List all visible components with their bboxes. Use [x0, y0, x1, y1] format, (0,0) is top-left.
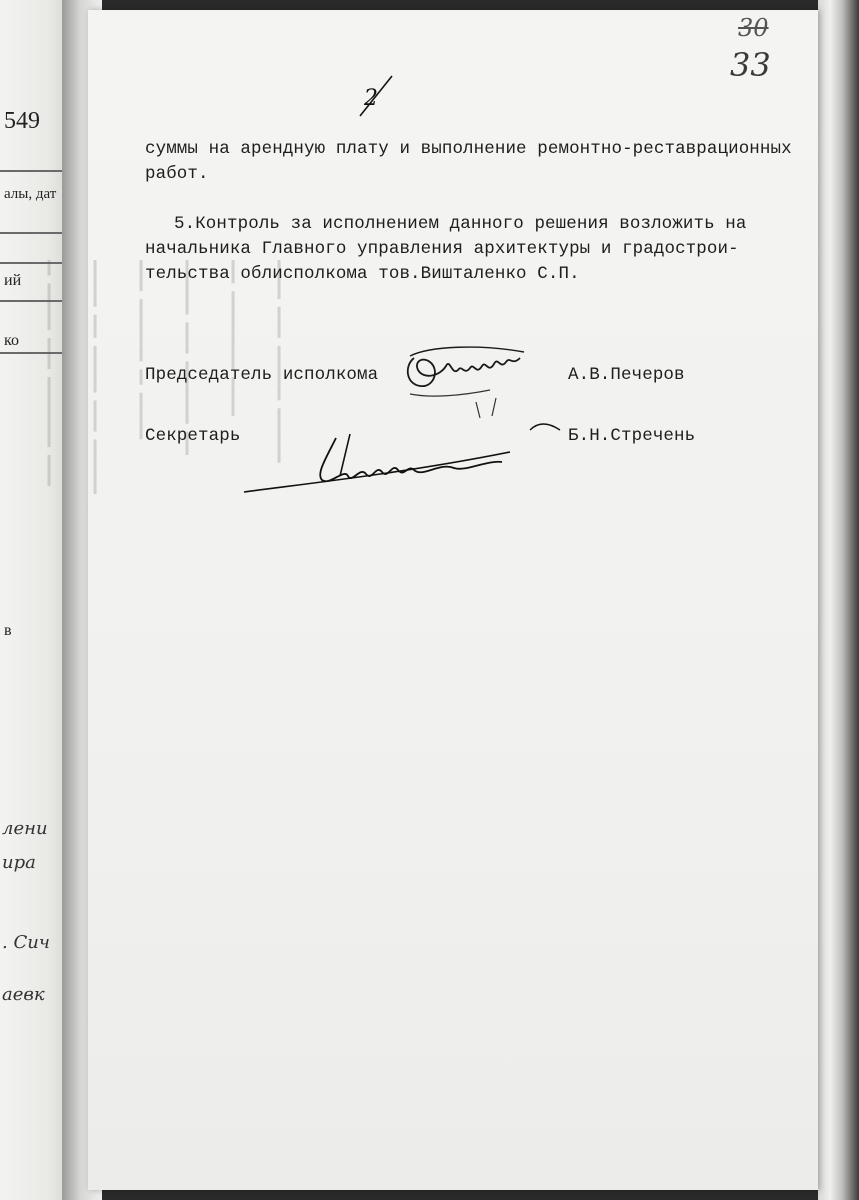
left-handwriting: лени [2, 818, 48, 839]
left-fragment: ий [4, 272, 22, 289]
left-page-number: 549 [4, 108, 40, 134]
archive-mark-current: 33 [730, 46, 771, 84]
left-handwriting: . Сич [2, 932, 51, 953]
signatory-name: А.В.Печеров [568, 365, 685, 385]
body-line: работ. [145, 164, 209, 184]
signatory-role: Секретарь [145, 426, 241, 446]
page-number-slash [352, 72, 402, 122]
signatory-name: Б.Н.Стречень [568, 426, 696, 446]
left-fragment: ко [4, 332, 19, 349]
secretary-signature [240, 416, 570, 500]
table-rule [0, 300, 70, 302]
body-line: суммы на арендную плату и выполнение ремонтно-реставрационных [145, 139, 792, 159]
page-number: 2 [364, 86, 378, 111]
body-line: начальника Главного управления архитектуры и градострои- [145, 239, 739, 259]
show-through-texture: ▬▬ ▬▬▬▬▬▬ ▬▬▬▬ ▬▬▬▬▬▬▬▬▬ ▬▬▬▬ ▬▬▬▬▬▬ ▬▬▬ ▬▬▬▬▬▬ ▬▬▬▬ ▬▬▬▬▬▬▬ ▬▬▬▬ ▬▬▬▬▬▬▬▬ ▬▬ ▬▬▬▬▬▬ ▬▬▬▬▬▬▬ ▬▬▬▬ ▬▬▬▬▬▬▬▬ ▬▬▬ ▬▬▬ ▬▬▬▬▬▬▬▬▬▬ ▬▬▬▬▬ ▬▬▬▬▬ ▬▬▬▬ ▬▬▬▬▬▬▬ ▬▬▬▬▬▬▬ [40, 260, 285, 495]
left-fragment: в [4, 622, 12, 639]
table-rule [0, 170, 70, 172]
document-page [88, 10, 818, 1190]
chairman-signature [400, 336, 530, 420]
left-handwriting: аевк [2, 984, 45, 1005]
body-line: 5.Контроль за исполнением данного решения возложить на [174, 214, 747, 234]
table-rule [0, 262, 70, 264]
archive-mark-old: 30 [738, 14, 769, 42]
left-handwriting: ира [2, 852, 36, 873]
table-rule [0, 232, 70, 234]
page-edges [818, 0, 859, 1200]
table-rule [0, 352, 70, 354]
left-fragment: алы, дат [4, 186, 57, 202]
body-line: тельства облисполкома тов.Вишталенко С.П. [145, 264, 580, 284]
signatory-role: Председатель исполкома [145, 365, 379, 385]
